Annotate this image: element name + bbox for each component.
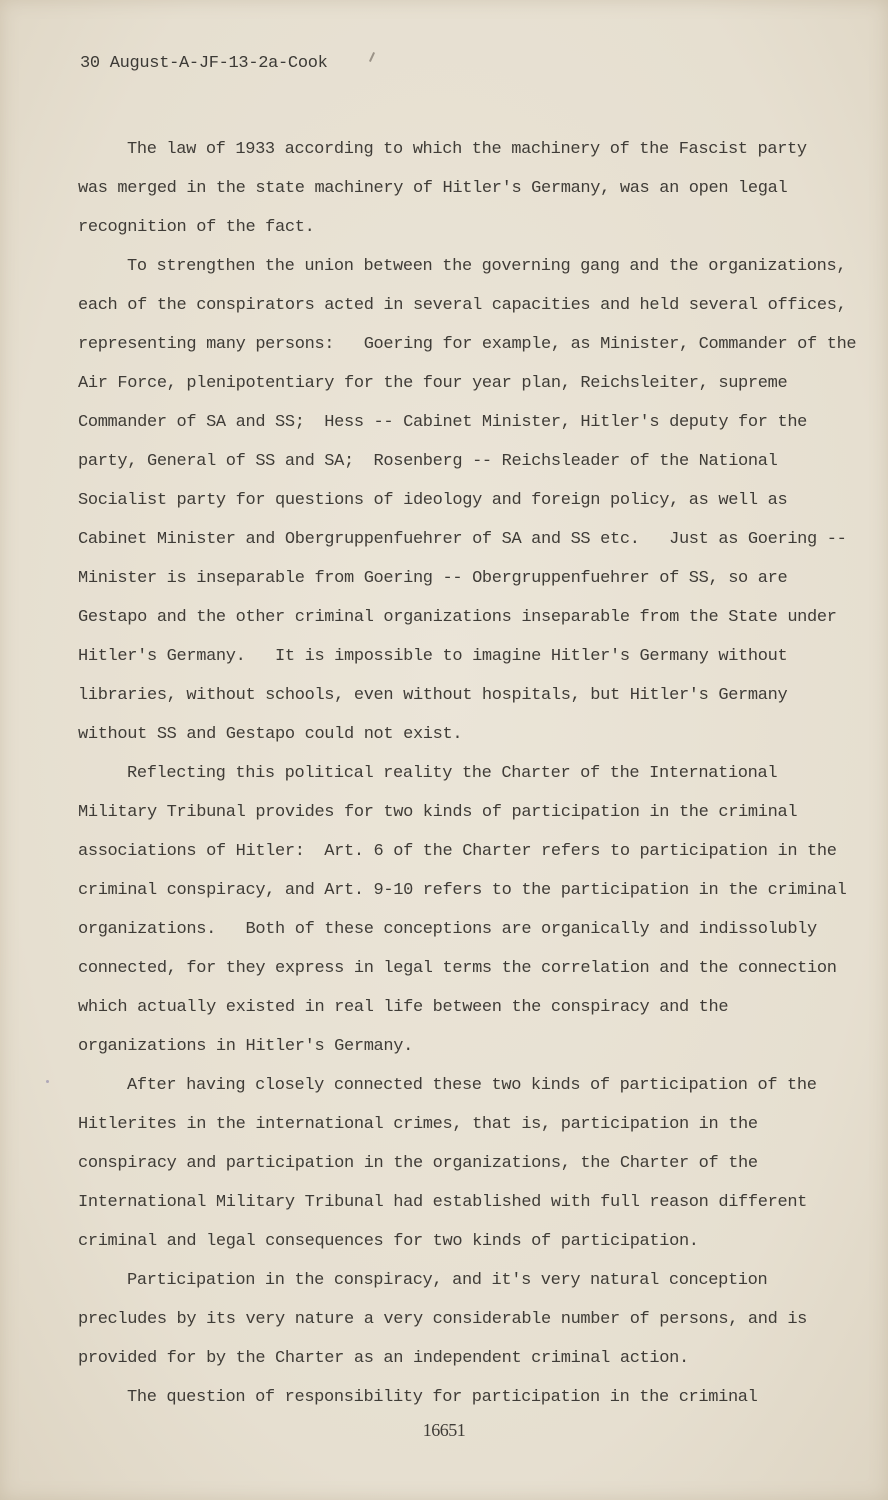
text-line: criminal and legal consequences for two kinds of participation.	[78, 1232, 699, 1251]
paragraph-first-line: To strengthen the union between the governing gang and the organizations,	[127, 257, 847, 276]
text-line: conspiracy and participation in the organizations, the Charter of the	[78, 1154, 758, 1173]
pen-mark	[369, 52, 375, 62]
paragraph-first-line: The question of responsibility for participation in the criminal	[127, 1388, 758, 1407]
text-line: which actually existed in real life between the conspiracy and the	[78, 998, 729, 1017]
text-line: International Military Tribunal had established with full reason different	[78, 1193, 808, 1212]
text-line: Socialist party for questions of ideology and foreign policy, as well as	[78, 491, 788, 510]
document-body	[78, 130, 857, 1417]
paragraph-first-line: Reflecting this political reality the Charter of the International	[127, 764, 778, 783]
text-line: associations of Hitler: Art. 6 of the Charter refers to participation in the	[78, 842, 837, 861]
text-line: Hitler's Germany. It is impossible to imagine Hitler's Germany without	[78, 647, 788, 666]
text-line: Minister is inseparable from Goering -- Obergruppenfuehrer of SS, so are	[78, 569, 788, 588]
text-line: provided for by the Charter as an independent criminal action.	[78, 1349, 689, 1368]
text-line: Military Tribunal provides for two kinds of participation in the criminal	[78, 803, 798, 822]
page-number: 16651	[422, 1420, 466, 1440]
document-header: 30 August-A-JF-13-2a-Cook	[80, 54, 328, 73]
text-line: connected, for they express in legal terms the correlation and the connection	[78, 959, 837, 978]
text-line: Hitlerites in the international crimes, that is, participation in the	[78, 1115, 758, 1134]
text-line: representing many persons: Goering for example, as Minister, Commander of the	[78, 335, 857, 354]
text-line: recognition of the fact.	[78, 218, 315, 237]
paper-speck	[46, 1080, 49, 1083]
text-line: was merged in the state machinery of Hitler's Germany, was an open legal	[78, 179, 788, 198]
text-line: Cabinet Minister and Obergruppenfuehrer of SA and SS etc. Just as Goering --	[78, 530, 847, 549]
text-line: each of the conspirators acted in several capacities and held several offices,	[78, 296, 847, 315]
text-line: organizations. Both of these conceptions are organically and indissolubly	[78, 920, 817, 939]
text-line: libraries, without schools, even without hospitals, but Hitler's Germany	[78, 686, 788, 705]
text-line: without SS and Gestapo could not exist.	[78, 725, 463, 744]
text-line: organizations in Hitler's Germany.	[78, 1037, 413, 1056]
text-line: Air Force, plenipotentiary for the four year plan, Reichsleiter, supreme	[78, 374, 788, 393]
text-line: Gestapo and the other criminal organizations inseparable from the State under	[78, 608, 837, 627]
paragraph-first-line: Participation in the conspiracy, and it's very natural conception	[127, 1271, 768, 1290]
paragraph-first-line: After having closely connected these two kinds of participation of the	[127, 1076, 817, 1095]
text-line: criminal conspiracy, and Art. 9-10 refers to the participation in the criminal	[78, 881, 847, 900]
text-line: Commander of SA and SS; Hess -- Cabinet Minister, Hitler's deputy for the	[78, 413, 808, 432]
text-line: party, General of SS and SA; Rosenberg -- Reichsleader of the National	[78, 452, 778, 471]
text-line: precludes by its very nature a very considerable number of persons, and is	[78, 1310, 808, 1329]
paragraph-first-line: The law of 1933 according to which the machinery of the Fascist party	[127, 140, 807, 159]
